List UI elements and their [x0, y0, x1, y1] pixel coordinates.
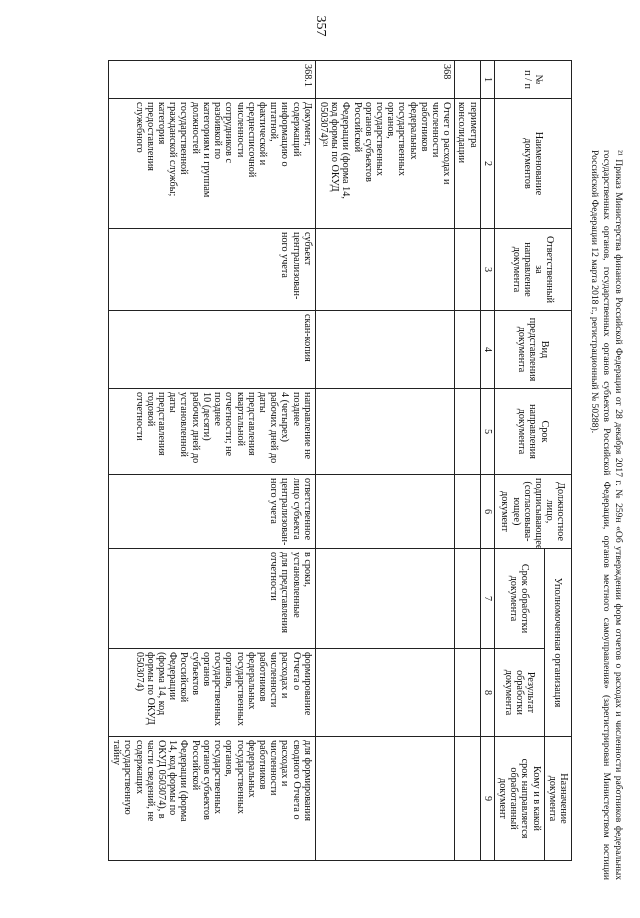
- cell-num: [455, 61, 480, 99]
- header-term: Срок направления документа: [494, 389, 571, 475]
- cell-num: 368: [315, 61, 454, 99]
- table-row: [315, 61, 454, 861]
- header-num: № п / п: [494, 61, 571, 99]
- rotated-table-area: [52, 60, 572, 860]
- footnote-area: [548, 150, 624, 880]
- cell-kind: [315, 311, 454, 389]
- header-result: Результат обработки документа: [494, 649, 544, 737]
- header-authorized-org: Уполномоченная организация: [544, 549, 571, 737]
- cell-processing-term: в сроки, установленные для представления отчетности: [109, 549, 316, 649]
- column-number: 4: [480, 311, 494, 389]
- cell-name: Документ, содержащий информацию о штатной, фактической и среднесписочной численности сотрудников с разбивкой по категориям и группам должностей государственной гражданской службы; категория предоставления служебного: [109, 99, 316, 229]
- column-number-row: [480, 61, 494, 861]
- cell-result: [315, 649, 454, 737]
- column-number: 6: [480, 475, 494, 549]
- cell-official: [315, 475, 454, 549]
- column-number: 9: [480, 737, 494, 861]
- table-row: [109, 61, 316, 861]
- page-number: 357: [313, 15, 328, 37]
- cell-result: [455, 649, 480, 737]
- header-purpose: Кому и в какой срок направляется обработанный документ: [494, 737, 544, 861]
- cell-kind: [455, 311, 480, 389]
- column-number: 7: [480, 549, 494, 649]
- cell-term: [315, 389, 454, 475]
- header-purpose-group: Назначение документа: [544, 737, 571, 861]
- cell-purpose: [455, 737, 480, 861]
- cell-responsible: [315, 229, 454, 311]
- cell-processing-term: [315, 549, 454, 649]
- cell-num: 368.1: [109, 61, 316, 99]
- cell-processing-term: [455, 549, 480, 649]
- column-number: 5: [480, 389, 494, 475]
- documents-table: [108, 60, 572, 861]
- table-row: [455, 61, 480, 861]
- cell-name: Отчет о расходах и численности работников федеральных государственных органов, государственных органов субъектов Российской Федерации (форма 14, код формы по ОКУД 0503074)²¹: [315, 99, 454, 229]
- column-number: 2: [480, 99, 494, 229]
- column-number: 1: [480, 61, 494, 99]
- footnote-text: ²¹ Приказ Министерства финансов Российской Федерации от 28 декабря 2017 г. № 259н «Об утверждении форм отчетов о расходах и численности работников федеральных государственных органов, государственных органов субъектов Российской Федерации, органов местного самоуправления» (зарегистрирован Министерством юстиции Российской Федерации 12 марта 2018 г., регистрационный № 50288).: [589, 150, 624, 880]
- header-kind: Вид представления документа: [494, 311, 571, 389]
- cell-name: периметра консолидации: [455, 99, 480, 229]
- table-wrapper: [52, 60, 572, 860]
- cell-official: [455, 475, 480, 549]
- cell-responsible: субъект централизован- ного учета: [109, 229, 316, 311]
- cell-term: [455, 389, 480, 475]
- header-processing-term: Срок обработки документа: [494, 549, 544, 649]
- header-responsible: Ответственный за направление документа: [494, 229, 571, 311]
- cell-official: ответственное лицо субъекта централизован- ного учета: [109, 475, 316, 549]
- header-name: Наименование документов: [494, 99, 571, 229]
- cell-purpose: [315, 737, 454, 861]
- cell-kind: скан-копия: [109, 311, 316, 389]
- cell-term: направление не позднее 4 (четырех) рабочих дней до даты представления квартальной отчетности; не позднее 10 (десяти) рабочих дней до установленной даты представления годовой отчетности: [109, 389, 316, 475]
- column-number: 8: [480, 649, 494, 737]
- cell-purpose: для формирования сводного Отчета о расходах и численности работников федеральных государственных органов, государственных органов субъектов Российской Федерации (форма 14, код формы по ОКУД 0503074), в части сведений, не содержащих государственную тайну: [109, 737, 316, 861]
- column-number: 3: [480, 229, 494, 311]
- cell-responsible: [455, 229, 480, 311]
- header-official: Должностное лицо, подписывающее (согласовыва- ющее) документ: [494, 475, 571, 549]
- cell-result: формирование Отчета о расходах и численности работников федеральных государственных органов, государственных органов субъектов Российской Федерации (форма 14, код формы по ОКУД 0503074): [109, 649, 316, 737]
